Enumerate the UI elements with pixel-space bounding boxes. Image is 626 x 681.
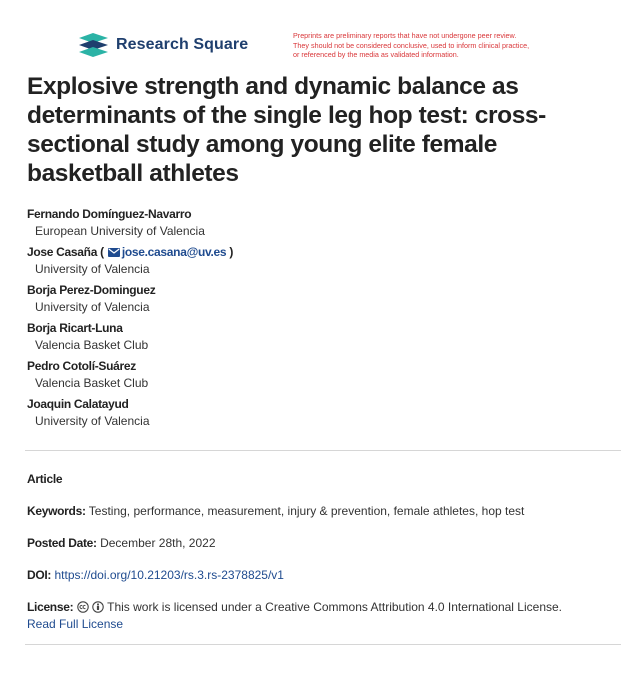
research-square-logo[interactable]	[78, 33, 248, 57]
author	[27, 396, 607, 430]
author-name[interactable]: Joaquin Calatayud	[27, 397, 129, 411]
cc-icon	[77, 601, 89, 613]
header	[0, 0, 626, 70]
keywords-value: Testing, performance, measurement, injury & prevention, female athletes, hop test	[88, 504, 525, 518]
research-square-logo-icon	[78, 33, 109, 57]
author-name[interactable]: Jose Casaña	[27, 245, 98, 259]
license-text: This work is licensed under a Creative Commons Attribution 4.0 International License.	[107, 600, 563, 614]
author-name[interactable]: Borja Ricart-Luna	[27, 321, 123, 335]
read-full-license-link[interactable]: Read Full License	[27, 617, 124, 631]
logo-text: Research Square	[116, 36, 249, 53]
author	[27, 358, 607, 392]
doi-row	[27, 567, 617, 584]
author-name-row	[27, 244, 607, 260]
license-label: License:	[27, 600, 74, 614]
author-affiliation: European University of Valencia	[35, 224, 205, 238]
author-email-wrapper: ( jose.casana@uv.es )	[100, 245, 234, 259]
disclaimer-line: or referenced by the media as validated information.	[293, 50, 459, 60]
author-affiliation: Valencia Basket Club	[35, 338, 149, 352]
author-affiliation: University of Valencia	[35, 414, 150, 428]
author	[27, 244, 607, 278]
doi-label: DOI:	[27, 568, 52, 582]
disclaimer-line: They should not be considered conclusive, used to inform clinical practice,	[293, 40, 530, 50]
disclaimer-line: Preprints are preliminary reports that have not undergone peer review.	[293, 31, 517, 40]
preprint-disclaimer	[293, 31, 593, 60]
keywords-label: Keywords:	[27, 504, 86, 518]
author-affiliation: University of Valencia	[35, 262, 150, 276]
envelope-icon	[108, 248, 120, 257]
divider	[25, 450, 621, 451]
posted-date-label: Posted Date:	[27, 536, 97, 550]
article-type-label: Article	[27, 472, 63, 486]
author-affiliation: Valencia Basket Club	[35, 376, 149, 390]
doi-link[interactable]: https://doi.org/10.21203/rs.3.rs-2378825/v1	[54, 568, 284, 582]
author	[27, 282, 607, 316]
keywords-row	[27, 503, 617, 520]
author-name[interactable]: Pedro Cotolí-Suárez	[27, 359, 136, 373]
author-name[interactable]: Borja Perez-Dominguez	[27, 283, 156, 297]
divider	[25, 644, 621, 645]
author-email-link[interactable]: jose.casana@uv.es	[121, 245, 227, 259]
author	[27, 320, 607, 354]
author	[27, 206, 607, 240]
license-row	[27, 599, 617, 633]
author-affiliation: University of Valencia	[35, 300, 150, 314]
attribution-icon	[92, 601, 104, 613]
posted-date-value: December 28th, 2022	[100, 536, 216, 550]
paper-title: Explosive strength and dynamic balance as determinants of the single leg hop test: cross-sectional study among young elite female basketball athletes	[27, 73, 546, 187]
article-type	[27, 471, 617, 488]
posted-date-row	[27, 535, 617, 552]
author-list	[27, 206, 607, 434]
author-name[interactable]: Fernando Domínguez-Navarro	[27, 207, 192, 221]
